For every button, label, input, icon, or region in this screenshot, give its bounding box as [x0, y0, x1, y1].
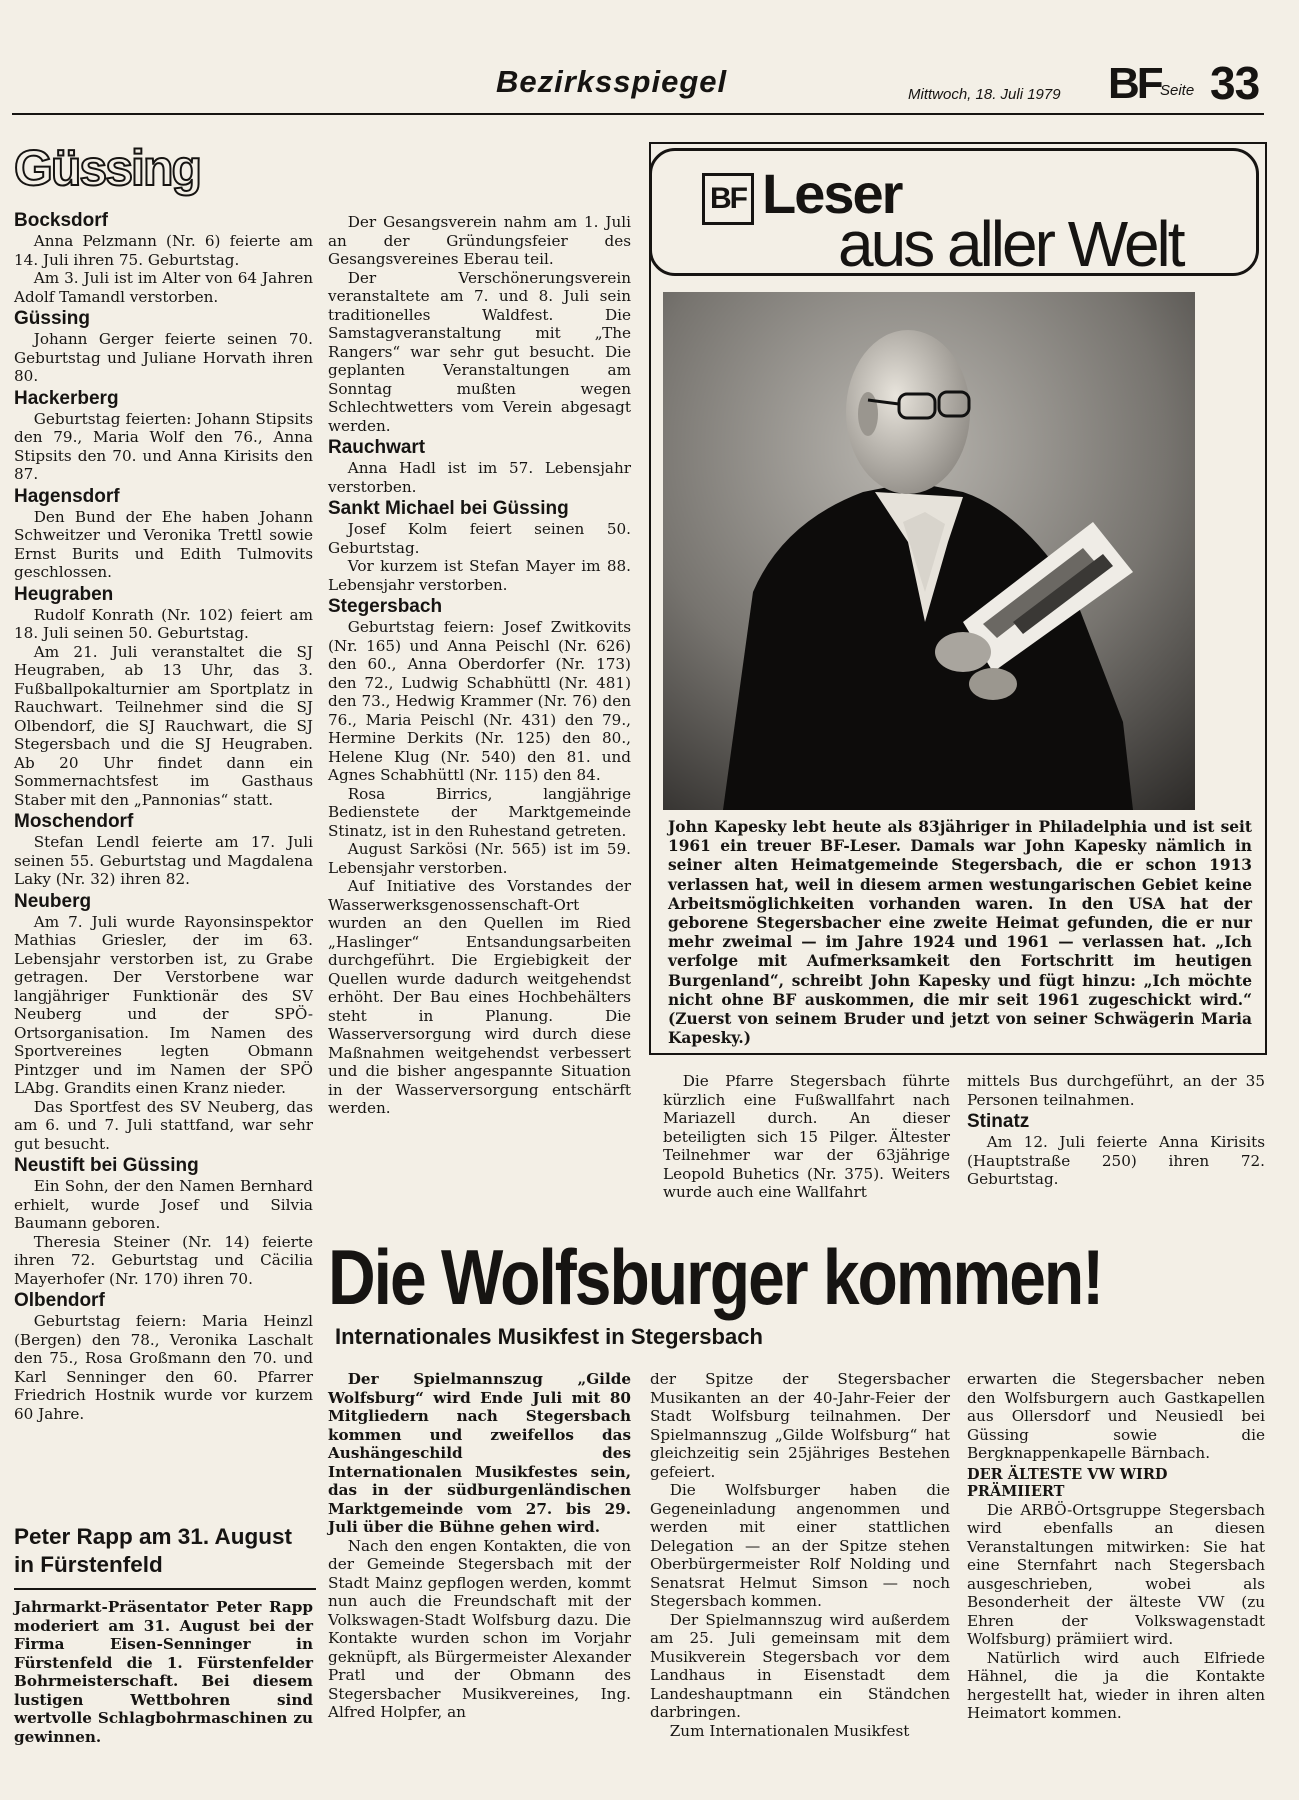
- rapp-rule: [14, 1588, 316, 1590]
- wolfsburg-paragraph: Der Spielmannszug wird außerdem am 25. Juli gemeinsam mit dem Musikverein Stegersbach vor dem Landhaus in Eisenstadt dem Landeshauptmann ein Ständchen darbringen.: [650, 1610, 950, 1721]
- wolfsburg-paragraph: Die Wolfsburger haben die Gegeneinladung angenommen und werden mit einer stattlichen Delegation — an der Spitze stehen Oberbürgermeister Rolf Nolding und Senatsrat Helmut Simson — noch Stegersbach kommen.: [650, 1481, 950, 1610]
- column-3: [663, 1072, 950, 1202]
- rapp-text: Jahrmarkt-Präsentator Peter Rapp moderiert am 31. August bei der Firma Eisen-Senninger in Fürstenfeld die 1. Fürstenfelder Bohrmeisterschaft. Bei diesem lustigen Wettbohren sind wertvolle Schlagbohrmaschinen zu gewinnen.: [14, 1598, 313, 1746]
- col1-place-heading: Heugraben: [14, 583, 114, 605]
- wolfsburg-paragraph: der Spitze der Stegersbacher Musikanten an der 40-Jahr-Feier der Stadt Wolfsburg teilnahmen. Der Spielmannszug „Gilde Wolfsburg“ hat gleichzeitig sein 25jähriges Bestehen gefeiert.: [650, 1370, 950, 1481]
- page-number: 33: [1210, 57, 1260, 109]
- col2-paragraph: August Sarkösi (Nr. 565) ist im 59. Lebensjahr verstorben.: [328, 840, 631, 877]
- col1-paragraph: Stefan Lendl feierte am 17. Juli seinen 55. Geburtstag und Magdalena Laky (Nr. 32) ihren 82.: [14, 833, 313, 888]
- leser-subtitle: aus aller Welt: [838, 208, 1183, 280]
- photo-caption: [668, 818, 1252, 1048]
- col1-paragraph: Den Bund der Ehe haben Johann Schweitzer und Veronika Trettl sowie Ernst Burits und Edith Tulmovits geschlossen.: [14, 507, 313, 581]
- col2-place-heading: Rauchwart: [328, 437, 426, 458]
- col1-paragraph: Geburtstag feiern: Maria Heinzl (Bergen) den 78., Veronika Laschalt den 75., Rosa Großmann den 70. und Karl Senninger den 60. Pfarrer Friedrich Hostnik wurde vor kurzem 60 Jahre.: [14, 1312, 313, 1423]
- col1-paragraph: Das Sportfest des SV Neuberg, das am 6. und 7. Juli stattfand, war sehr gut besucht.: [14, 1097, 313, 1153]
- col1-paragraph: Theresia Steiner (Nr. 14) feierte ihren 72. Geburtstag und Cäcilia Mayerhofer (Nr. 170) ihren 70.: [14, 1232, 313, 1288]
- col2-place-heading: Sankt Michael bei Güssing: [328, 498, 569, 519]
- col2-paragraph: Josef Kolm feiert seinen 50. Geburtstag.: [328, 520, 631, 557]
- wolfsburg-subhead: Internationales Musikfest in Stegersbach: [335, 1324, 763, 1349]
- bf-logo: BF: [702, 173, 754, 225]
- masthead: [0, 58, 1299, 114]
- rapp-headline: Peter Rapp am 31. August in Fürstenfeld: [14, 1524, 292, 1577]
- col2-paragraph: Anna Hadl ist im 57. Lebensjahr verstorben.: [328, 459, 631, 496]
- wolfsburg-subheading: DER ÄLTESTE VW WIRD PRÄMIIERT: [967, 1465, 1168, 1500]
- col4-paragraph: mittels Bus durchgeführt, an der 35 Personen teilnahmen.: [967, 1072, 1265, 1109]
- wolfsburg-headline: Die Wolfsburger kommen!: [328, 1233, 1103, 1321]
- issue-date: Mittwoch, 18. Juli 1979: [908, 86, 1061, 103]
- col3-paragraph: Die Pfarre Stegersbach führte kürzlich eine Fußwallfahrt nach Mariazell durch. An dieser beteiligten sich 15 Pilger. Ältester Teilnehmer war der 63jährige Leopold Buhetics (Nr. 375). Weiters wurde auch eine Wallfahrt: [663, 1072, 950, 1201]
- wolfsburg-paragraph: erwarten die Stegersbacher neben den Wolfsburgern auch Gastkapellen aus Ollersdorf und Neusiedl bei Güssing sowie die Bergknappenkapelle Bärnbach.: [967, 1370, 1265, 1462]
- col1-place-heading: Neustift bei Güssing: [14, 1155, 199, 1176]
- wolfsburg-paragraph: Nach den engen Kontakten, die von der Gemeinde Stegersbach mit der Stadt Mainz gepflogen werden, kommt nun auch die Freundschaft mit der Volkswagen-Stadt Wolfsburg dazu. Die Kontakte wurden schon im Vorjahr geknüpft, als Bürgermeister Alexander Pratl und der Obmann des Stegersbacher Musikvereines, Ing. Alfred Holpfer, an: [328, 1536, 631, 1721]
- col1-place-heading: Olbendorf: [14, 1290, 105, 1311]
- col1-paragraph: Anna Pelzmann (Nr. 6) feierte am 14. Juli ihren 75. Geburtstag.: [14, 232, 313, 269]
- leser-title: Leser: [762, 162, 902, 225]
- portrait-illustration: [663, 292, 1195, 810]
- col4-paragraph: Am 12. Juli feierte Anna Kirisits (Hauptstraße 250) ihren 72. Geburtstag.: [967, 1133, 1265, 1188]
- col1-place-heading: Neuberg: [14, 890, 92, 912]
- portrait-photo: [663, 292, 1195, 810]
- col2-paragraph: Der Verschönerungsverein veranstaltete am 7. und 8. Juli sein traditionelles Waldfest. Die Samstagveranstaltung mit „The Rangers“ war sehr gut besucht. Die geplanten Veranstaltungen am Sonntag mußten wegen Schlechtwetters vom Verein abgesagt werden.: [328, 268, 631, 435]
- col1-paragraph: Geburtstag feierten: Johann Stipsits den 79., Maria Wolf den 76., Anna Stipsits den 70. und Anna Kirisits den 87.: [14, 409, 313, 483]
- district-title: Güssing: [14, 140, 201, 196]
- masthead-rule: [12, 113, 1264, 115]
- col4-place-heading: Stinatz: [967, 1111, 1030, 1132]
- col1-paragraph: Rudolf Konrath (Nr. 102) feiert am 18. Juli seinen 50. Geburtstag.: [14, 605, 313, 642]
- col1-paragraph: Johann Gerger feierte seinen 70. Geburtstag und Juliane Horvath ihren 80.: [14, 330, 313, 385]
- col1-paragraph: Am 7. Juli wurde Rayonsinspektor Mathias Griesler, der im 63. Lebensjahr verstorben ist, zu Grabe getragen. Der Verstorbene war langjähriger Funktionär des SV Neuberg und der SPÖ-Ortsorganisation. Im Namen des Sportvereines legten Obmann Pintzger und im Namen der SPÖ LAbg. Grandits einen Kranz nieder.: [14, 912, 313, 1097]
- col2-place-heading: Stegersbach: [328, 596, 443, 617]
- bf-masthead-logo: BF: [1108, 59, 1161, 108]
- wolfsburg-lead-paragraph: Der Spielmannszug „Gilde Wolfsburg“ wird Ende Juli mit 80 Mitgliedern nach Stegersbach kommen und zweifellos das Aushängeschild des Internationalen Musikfestes sein, das in der südburgenländischen Marktgemeinde vom 27. bis 29. Juli über die Bühne gehen wird.: [328, 1370, 631, 1536]
- wolfsburg-paragraph: Natürlich wird auch Elfriede Hähnel, die ja die Kontakte hergestellt hat, wieder in ihren alten Heimatort kommen.: [967, 1648, 1265, 1722]
- col2-paragraph: Geburtstag feiern: Josef Zwitkovits (Nr. 165) und Anna Peischl (Nr. 626) den 60., Anna Oberdorfer (Nr. 173) den 72., Ludwig Schabhüttl (Nr. 481) den 73., Hedwig Krammer (Nr. 76) den 76., Maria Peischl (Nr. 431) den 79., Hermine Derkits (Nr. 125) den 80., Helene Klug (Nr. 540) den 81. und Agnes Schabhüttl (Nr. 115) den 84.: [328, 618, 631, 784]
- page-label: Seite: [1160, 82, 1195, 99]
- col1-place-heading: Moschendorf: [14, 811, 134, 832]
- col2-paragraph: Der Gesangsverein nahm am 1. Juli an der Gründungsfeier des Gesangsvereines Eberau teil.: [328, 213, 631, 268]
- col1-paragraph: Ein Sohn, der den Namen Bernhard erhielt, wurde Josef und Silvia Baumann geboren.: [14, 1177, 313, 1232]
- col1-place-heading: Bocksdorf: [14, 210, 108, 231]
- rapp-article: [14, 1598, 313, 1746]
- wolfsburg-column-3: [967, 1370, 1265, 1723]
- wolfsburg-paragraph: Zum Internationalen Musikfest: [669, 1721, 910, 1740]
- col1-place-heading: Güssing: [14, 308, 91, 329]
- wolfsburg-column-2: [650, 1370, 950, 1740]
- section-title: Bezirksspiegel: [496, 64, 728, 99]
- col1-place-heading: Hackerberg: [14, 387, 119, 409]
- col1-paragraph: Am 21. Juli veranstaltet die SJ Heugraben, ab 13 Uhr, das 3. Fußballpokalturnier am Sportplatz in Rauchwart. Teilnehmer sind die SJ Olbendorf, die SJ Rauchwart, die SJ Stegersbach und die SJ Heugraben. Ab 20 Uhr findet dann ein Sommernachtsfest im Gasthaus Staber mit den „Pannonias“ statt.: [14, 642, 313, 809]
- column-4: [967, 1072, 1265, 1189]
- wolfsburg-paragraph: Die ARBÖ-Ortsgruppe Stegersbach wird ebenfalls an diesen Veranstaltungen mitwirken: Sie hat eine Sternfahrt nach Stegersbach ausgeschrieben, wobei als Besonderheit der älteste VW (zu Ehren der Volkswagenstadt Wolfsburg) prämiiert wird.: [967, 1500, 1265, 1648]
- col2-paragraph: Vor kurzem ist Stefan Mayer im 88. Lebensjahr verstorben.: [328, 557, 631, 594]
- col1-paragraph: Am 3. Juli ist im Alter von 64 Jahren Adolf Tamandl verstorben.: [14, 269, 313, 306]
- column-1: [14, 208, 313, 1423]
- column-2: [328, 213, 631, 1118]
- col2-paragraph: Auf Initiative des Vorstandes der Wasserwerksgenossenschaft-Ort wurden an den Quellen im Ried „Haslinger“ Entsandungsarbeiten durchgeführt. Die Ergiebigkeit der Quellen wurde dadurch weitgehendst erhöht. Der Bau eines Hochbehälters steht in Planung. Die Wasserversorgung wird durch diese Maßnahmen weitgehendst verbessert und die bisher angespannte Situation in der Wasserversorgung entschärft werden.: [328, 877, 631, 1117]
- col1-place-heading: Hagensdorf: [14, 485, 120, 507]
- leser-banner: [649, 148, 1259, 280]
- caption-text: John Kapesky lebt heute als 83jähriger in Philadelphia und ist seit 1961 ein treuer BF-Leser. Damals war John Kapesky nämlich in seiner alten Heimatgemeinde Stegersbach, die er schon 1913 verlassen hat, weil in diesem armen westungarischen Gebiet keine Arbeitsmöglichkeiten vorhanden waren. In den USA hat der geborene Stegersbacher eine zweite Heimat gefunden, die er nur mehr zweimal — im Jahre 1924 und 1961 — verlassen hat. „Ich verfolge mit Aufmerksamkeit den Fortschritt im heutigen Burgenland“, schreibt John Kapesky und fügt hinzu: „Ich möchte nicht ohne BF auskommen, die mir seit 1961 zugeschickt wird.“ (Zuerst von seinem Bruder und jetzt von seiner Schwägerin Maria Kapesky.): [668, 818, 1252, 1048]
- wolfsburg-column-1: [328, 1370, 631, 1722]
- col2-paragraph: Rosa Birrics, langjährige Bedienstete der Marktgemeinde Stinatz, ist in den Ruhestand getreten.: [328, 784, 631, 840]
